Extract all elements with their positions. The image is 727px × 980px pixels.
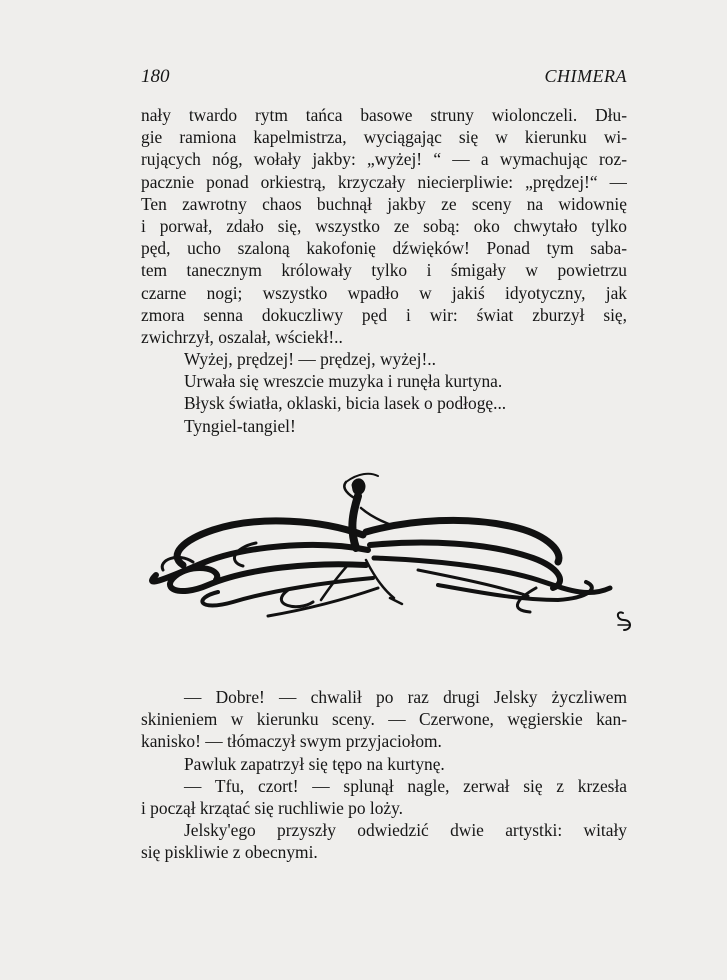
text-line: Urwała się wreszcie muzyka i runęła kurtyna. [184,371,503,392]
text-line: Tyngiel-tangiel! [184,415,296,436]
running-title: CHIMERA [544,66,627,86]
text-line: pęd, ucho szaloną kakofonię dźwięków! Ponad tym saba- [141,238,627,259]
page-number: 180 [141,66,170,87]
dancer-illustration [138,470,638,640]
text-line: Pawluk zapatrzył się tępo na kurtynę. [184,753,445,774]
text-line: rujących nóg, wołały jakby: „wyżej! “ — a wymachując roz- [141,149,627,170]
text-line: się piskliwie z obecnymi. [141,842,318,863]
body-text-bottom [141,686,627,864]
text-line: Jelsky'ego przyszły odwiedzić dwie artystki: witały [184,820,627,841]
text-line: zmora senna dokuczliwy pęd i wir: świat zburzył się, [141,304,627,325]
text-line: Wyżej, prędzej! — prędzej, wyżej!.. [184,349,436,370]
text-line: tem tanecznym królowały tylko i śmigały w powietrzu [141,260,627,281]
text-line: Ten zawrotny chaos buchnął jakby ze sceny na widownię [141,193,627,214]
running-header [141,66,627,90]
text-line: i porwał, zdało się, wszystko ze sobą: oko chwytało tylko [141,215,627,236]
text-line: kanisko! — tłómaczył swym przyjaciołom. [141,731,442,752]
text-line: zwichrzył, oszalał, wściekł!.. [141,326,343,347]
text-line: czarne nogi; wszystko wpadło w jakiś idyotyczny, jak [141,282,627,303]
text-line: nały twardo rytm tańca basowe struny wiolonczeli. Dłu- [141,105,627,125]
text-line: skinieniem w kierunku sceny. — Czerwone, węgierskie kan- [141,709,627,730]
body-text-top [141,104,627,437]
text-line: gie ramiona kapelmistrza, wyciągając się w kierunku wi- [141,127,627,148]
text-line: Błysk światła, oklaski, bicia lasek o podłogę... [184,393,507,414]
text-line: — Tfu, czort! — splunął nagle, zerwał się z krzesła [184,775,627,796]
text-line: — Dobre! — chwalił po raz drugi Jelsky życzliwem [184,687,627,707]
text-line: i począł krzątać się ruchliwie po loży. [141,797,404,818]
text-line: pacznie ponad orkiestrą, krzyczały niecierpliwie: „prędzej!“ — [141,171,627,192]
